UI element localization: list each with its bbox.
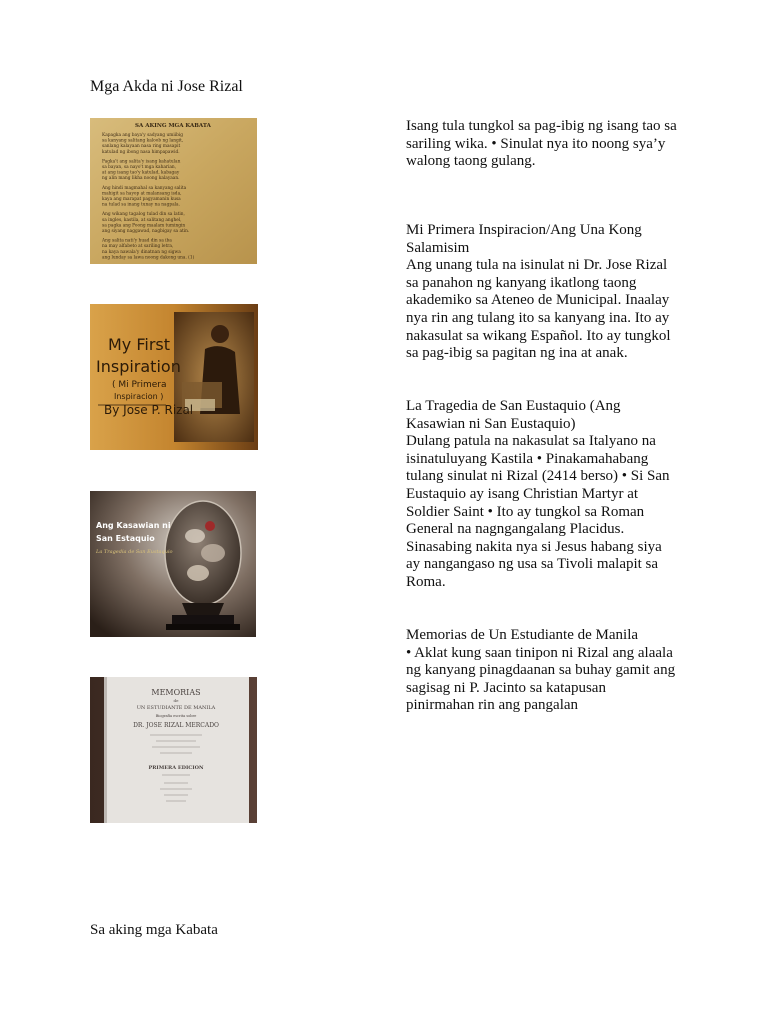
inspiration-line1: My First	[108, 335, 171, 354]
inspiration-line2: Inspiration	[96, 357, 181, 376]
page-title: Mga Akda ni Jose Rizal	[90, 78, 243, 95]
first-inspiration-description	[406, 222, 678, 363]
inspiration-line3: ( Mi Primera	[112, 380, 167, 390]
footer-heading: Sa aking mga Kabata	[90, 922, 218, 938]
poem-scan-line: Ang hindi magmahal sa kanyang salita	[102, 185, 187, 191]
poem-scan-line: mahigit sa hayop at malansang isda,	[102, 191, 182, 197]
poem-scan-line: Pagka't ang salita'y isang kahatulan	[102, 159, 181, 165]
memorias-line5: DR. JOSE RIZAL MERCADO	[133, 722, 219, 729]
poem-scan-line: na kaya nawala'y dinatnan ng sigwa	[102, 249, 181, 255]
poem-description	[406, 118, 678, 171]
poem-scan-line: ang siyang naggawad, nagbigay sa atin.	[102, 229, 190, 234]
poem-description-text: Isang tula tungkol sa pag-ibig ng isang tao sa sariling wika. • Sinulat nya ito noong sya’y walong taong gulang.	[406, 118, 677, 170]
poem-scan-line: at ang isang tao'y katulad, kabagay	[102, 170, 180, 176]
poem-scan-image	[90, 118, 257, 264]
inspiration-line4: Inspiracion )	[114, 392, 164, 401]
memorias-line1: MEMORIAS	[151, 688, 201, 697]
first-inspiration-text: Mi Primera Inspiracion/Ang Una Kong Salamisim Ang unang tula na isinulat ni Dr. Jose Rizal sa panahon ng kanyang ikatlong taong akademiko sa Ateneo de Municipal. Inaalay nya rin ang tulang ito sa kanyang ina. Ito ay nakasulat sa wikang Español. Ito ay tungkol sa pag-ibig sa pagitan ng ina at anak.	[406, 222, 671, 362]
memorias-line3: UN ESTUDIANTE DE MANILA	[136, 705, 216, 711]
memorias-text: Memorias de Un Estudiante de Manila • Aklat kung saan tinipon ni Rizal ang alaala ng kanyang pinagdaanan sa buhay gamit ang sagisag ni P. Jacinto sa katapusan pinirmahan rin ang pangalan	[406, 627, 676, 714]
memorias-line2: de	[173, 698, 179, 703]
tragedia-text: La Tragedia de San Eustaquio (Ang Kasawian ni San Eustaquio) Dulang patula na nakasulat sa Italyano na isinatuluyang Kastila • Pinakamahabang tulang sinulat ni Rizal (2414 berso) • Si San Eustaquio ay isang Christian Martyr at Soldier Saint • Ito ay tungkol sa Roman General na nagngangalang Placidus. Sinasabing nakita nya si Jesus habang siya ay nangangaso ng usa sa Tivoli malapit sa Roma.	[406, 398, 670, 590]
poem-scan-line: sa kanyang salitang kaloob ng langit,	[102, 138, 184, 144]
poem-scan-line: ng alin mang likha noong kalayaan.	[102, 176, 180, 182]
poem-scan-line: na tulad sa inang tunay na nagpala.	[102, 202, 180, 208]
poem-scan-line: Ang salita nati'y huad din sa iba	[102, 238, 172, 244]
memorias-line4: Biografía escrita sobre	[155, 714, 197, 718]
kasawian-image	[90, 491, 256, 637]
poem-scan-line: katulad ng ibong nasa himpapawid.	[102, 149, 180, 155]
poem-scan-line: na may alfabeto at sariling letra,	[102, 244, 174, 250]
poem-scan-line: Ang wikang tagalog tulad din sa latin,	[102, 212, 185, 218]
memorias-line6: PRIMERA EDICION	[148, 765, 204, 771]
kasawian-line3: La Tragedia de San Eustaquio	[96, 549, 173, 555]
poem-scan-line: ang lunday sa lawa noong dakong una. (1)	[102, 255, 195, 261]
memorias-image	[90, 677, 257, 823]
poem-scan-line: sa ingles, kastila, at salitang anghel,	[102, 217, 182, 223]
memorias-description	[406, 627, 678, 715]
poem-scan-line: Kapagka ang baya'y sadyang umiibig	[102, 133, 183, 138]
tragedia-description	[406, 398, 678, 592]
kasawian-line2: San Estaquio	[96, 534, 155, 543]
inspiration-line5: By Jose P. Rizal	[104, 403, 194, 417]
poem-scan-title: SA AKING MGA KABATA	[135, 123, 211, 129]
kasawian-line1: Ang Kasawian ni	[96, 521, 171, 530]
poem-scan-line: sa pagka ang Poong maalam tumingin	[102, 223, 186, 229]
first-inspiration-image	[90, 304, 258, 450]
poem-scan-line: sa bayan, sa nayo't mga kaharian,	[102, 165, 177, 170]
poem-scan-line: sanlang kalayaan nasa ring masapit	[102, 144, 181, 150]
poem-scan-line: kaya ang marapat pagyamanin kusa	[102, 197, 181, 202]
